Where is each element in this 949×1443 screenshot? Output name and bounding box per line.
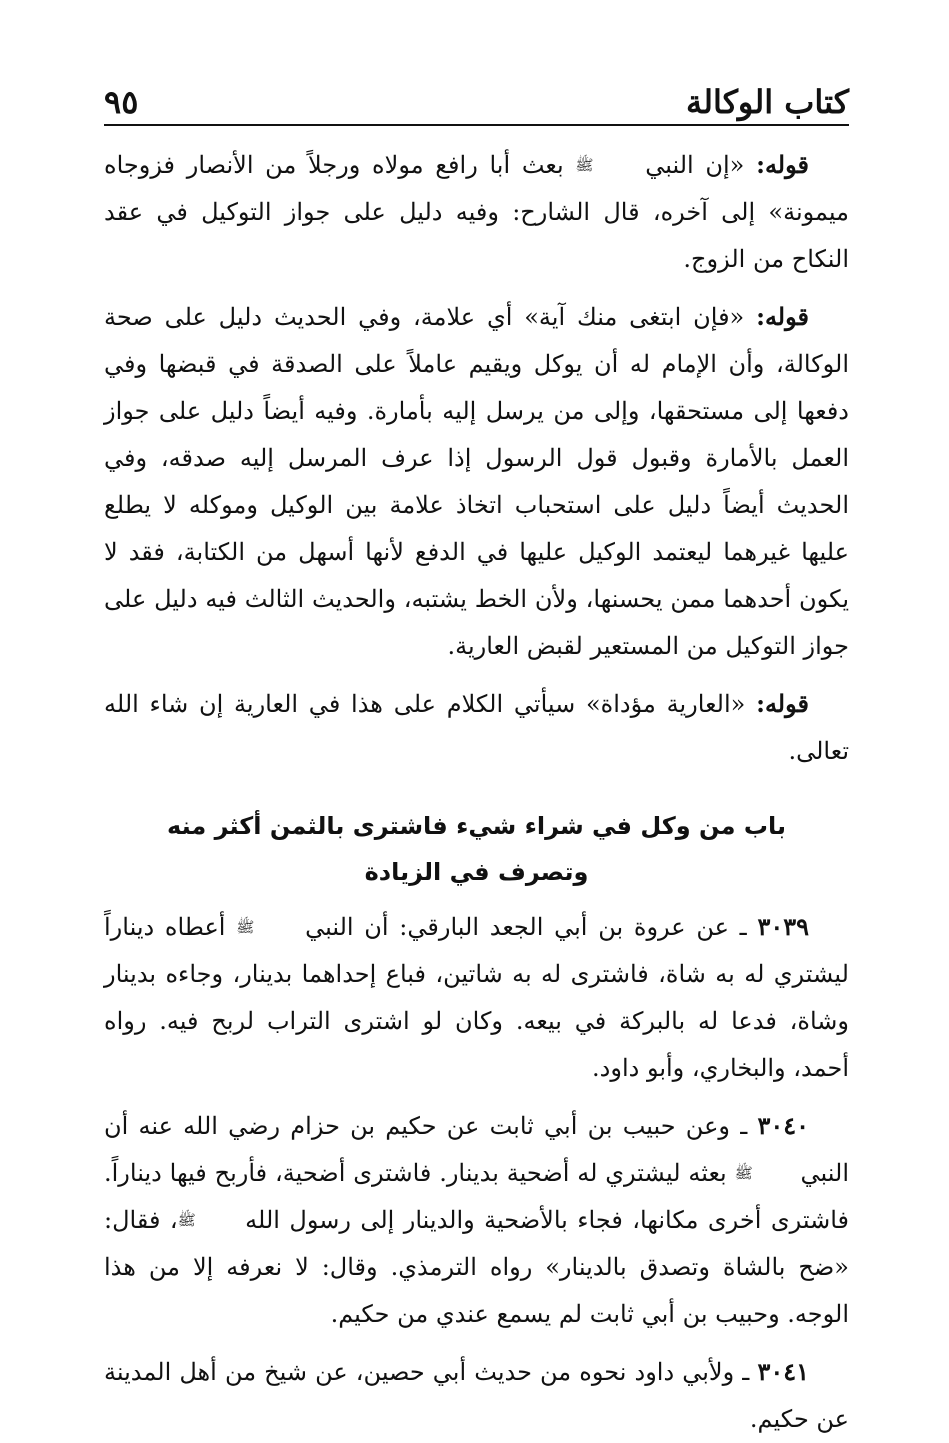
commentary-text: «إن النبي — [633, 151, 757, 179]
honorific-symbol: ﷺ — [575, 156, 594, 174]
commentary-text: «فإن ابتغى منك آية» أي علامة، وفي الحديث دليل على صحة الوكالة، وأن الإمام له أن يوكل ويقيم عاملاً على الصدقة في قبضها وفي دفعها إلى مستحقها، وإلى من يرسل إليه بأمارة. وفيه أيضاً دليل على جواز العمل بالأمارة وقبول قول الرسول إذا عرف المرسل إليه صدقه، وفي الحديث أيضاً دليل على استحباب اتخاذ علامة بين الوكيل وموكله لا يطلع عليها غيرهما ليعتمد الوكيل عليها في الدفع لأنها أسهل من الكتابة، فقد لا يكون أحدهما ممن يحسنها، ولأن الخط يشتبه، والحديث الثالث فيه دليل على جواز التوكيل من المستعير لقبض العارية. — [104, 303, 849, 660]
hadith-entry — [104, 903, 849, 1092]
commentary-lead: قوله: — [756, 689, 809, 718]
hadith-text: أعطاه ديناراً ليشتري له به شاة، فاشترى له به شاتين، فباع إحداهما بدينار، وجاءه بدينار وشاة، فدعا له بالبركة في بيعه. وكان لو اشترى التراب لربح فيه. رواه أحمد، والبخاري، وأبو داود. — [104, 913, 849, 1082]
hadith-text: بعثه ليشتري له أضحية بدينار. فاشترى أضحية، فأربح فيها ديناراً. فاشترى أخرى مكانها، فجاء بالأضحية والدينار إلى رسول الله — [104, 1159, 849, 1234]
chapter-header-title: كتاب الوكالة — [686, 83, 849, 121]
honorific-symbol: ﷺ — [177, 1211, 196, 1229]
commentary-paragraph — [104, 141, 849, 283]
hadith-text: ـ عن عروة بن أبي الجعد البارقي: أن النبي — [294, 913, 758, 941]
hadith-number: ٣٠٣٩ — [757, 912, 809, 941]
header-rule — [104, 124, 849, 126]
section-heading — [104, 803, 849, 895]
commentary-text: «العارية مؤداة» سيأتي الكلام على هذا في العارية إن شاء الله تعالى. — [104, 690, 849, 765]
honorific-symbol: ﷺ — [734, 1164, 753, 1182]
section-heading-line: وتصرف في الزيادة — [364, 858, 589, 886]
hadith-number: ٣٠٤١ — [757, 1357, 809, 1386]
page-header — [104, 74, 849, 124]
commentary-text: بعث أبا رافع مولاه ورجلاً من الأنصار فزوجاه ميمونة» إلى آخره، قال الشارح: وفيه دليل على جواز التوكيل في عقد النكاح من الزوج. — [104, 151, 850, 273]
hadith-entry — [104, 1102, 849, 1338]
page-content — [104, 141, 849, 1443]
section-heading-line: باب من وكل في شراء شيء فاشترى بالثمن أكثر منه — [167, 812, 786, 840]
commentary-paragraph — [104, 680, 849, 775]
commentary-lead: قوله: — [756, 150, 809, 179]
hadith-text: ـ وعن حبيب بن أبي ثابت عن حكيم بن حزام رضي الله عنه أن النبي — [104, 1112, 849, 1187]
hadith-text: ـ ولأبي داود نحوه من حديث أبي حصين، عن شيخ من أهل المدينة عن حكيم. — [104, 1358, 849, 1433]
commentary-lead: قوله: — [756, 302, 809, 331]
honorific-symbol: ﷺ — [236, 918, 255, 936]
page-number: ٩٥ — [104, 83, 139, 121]
hadith-text: ، فقال: «ضح بالشاة وتصدق بالدينار» رواه الترمذي. وقال: لا نعرفه إلا من هذا الوجه. وحبيب بن أبي ثابت لم يسمع عندي من حكيم. — [104, 1206, 849, 1328]
hadith-entry — [104, 1348, 849, 1443]
hadith-number: ٣٠٤٠ — [757, 1111, 809, 1140]
commentary-paragraph — [104, 293, 849, 670]
